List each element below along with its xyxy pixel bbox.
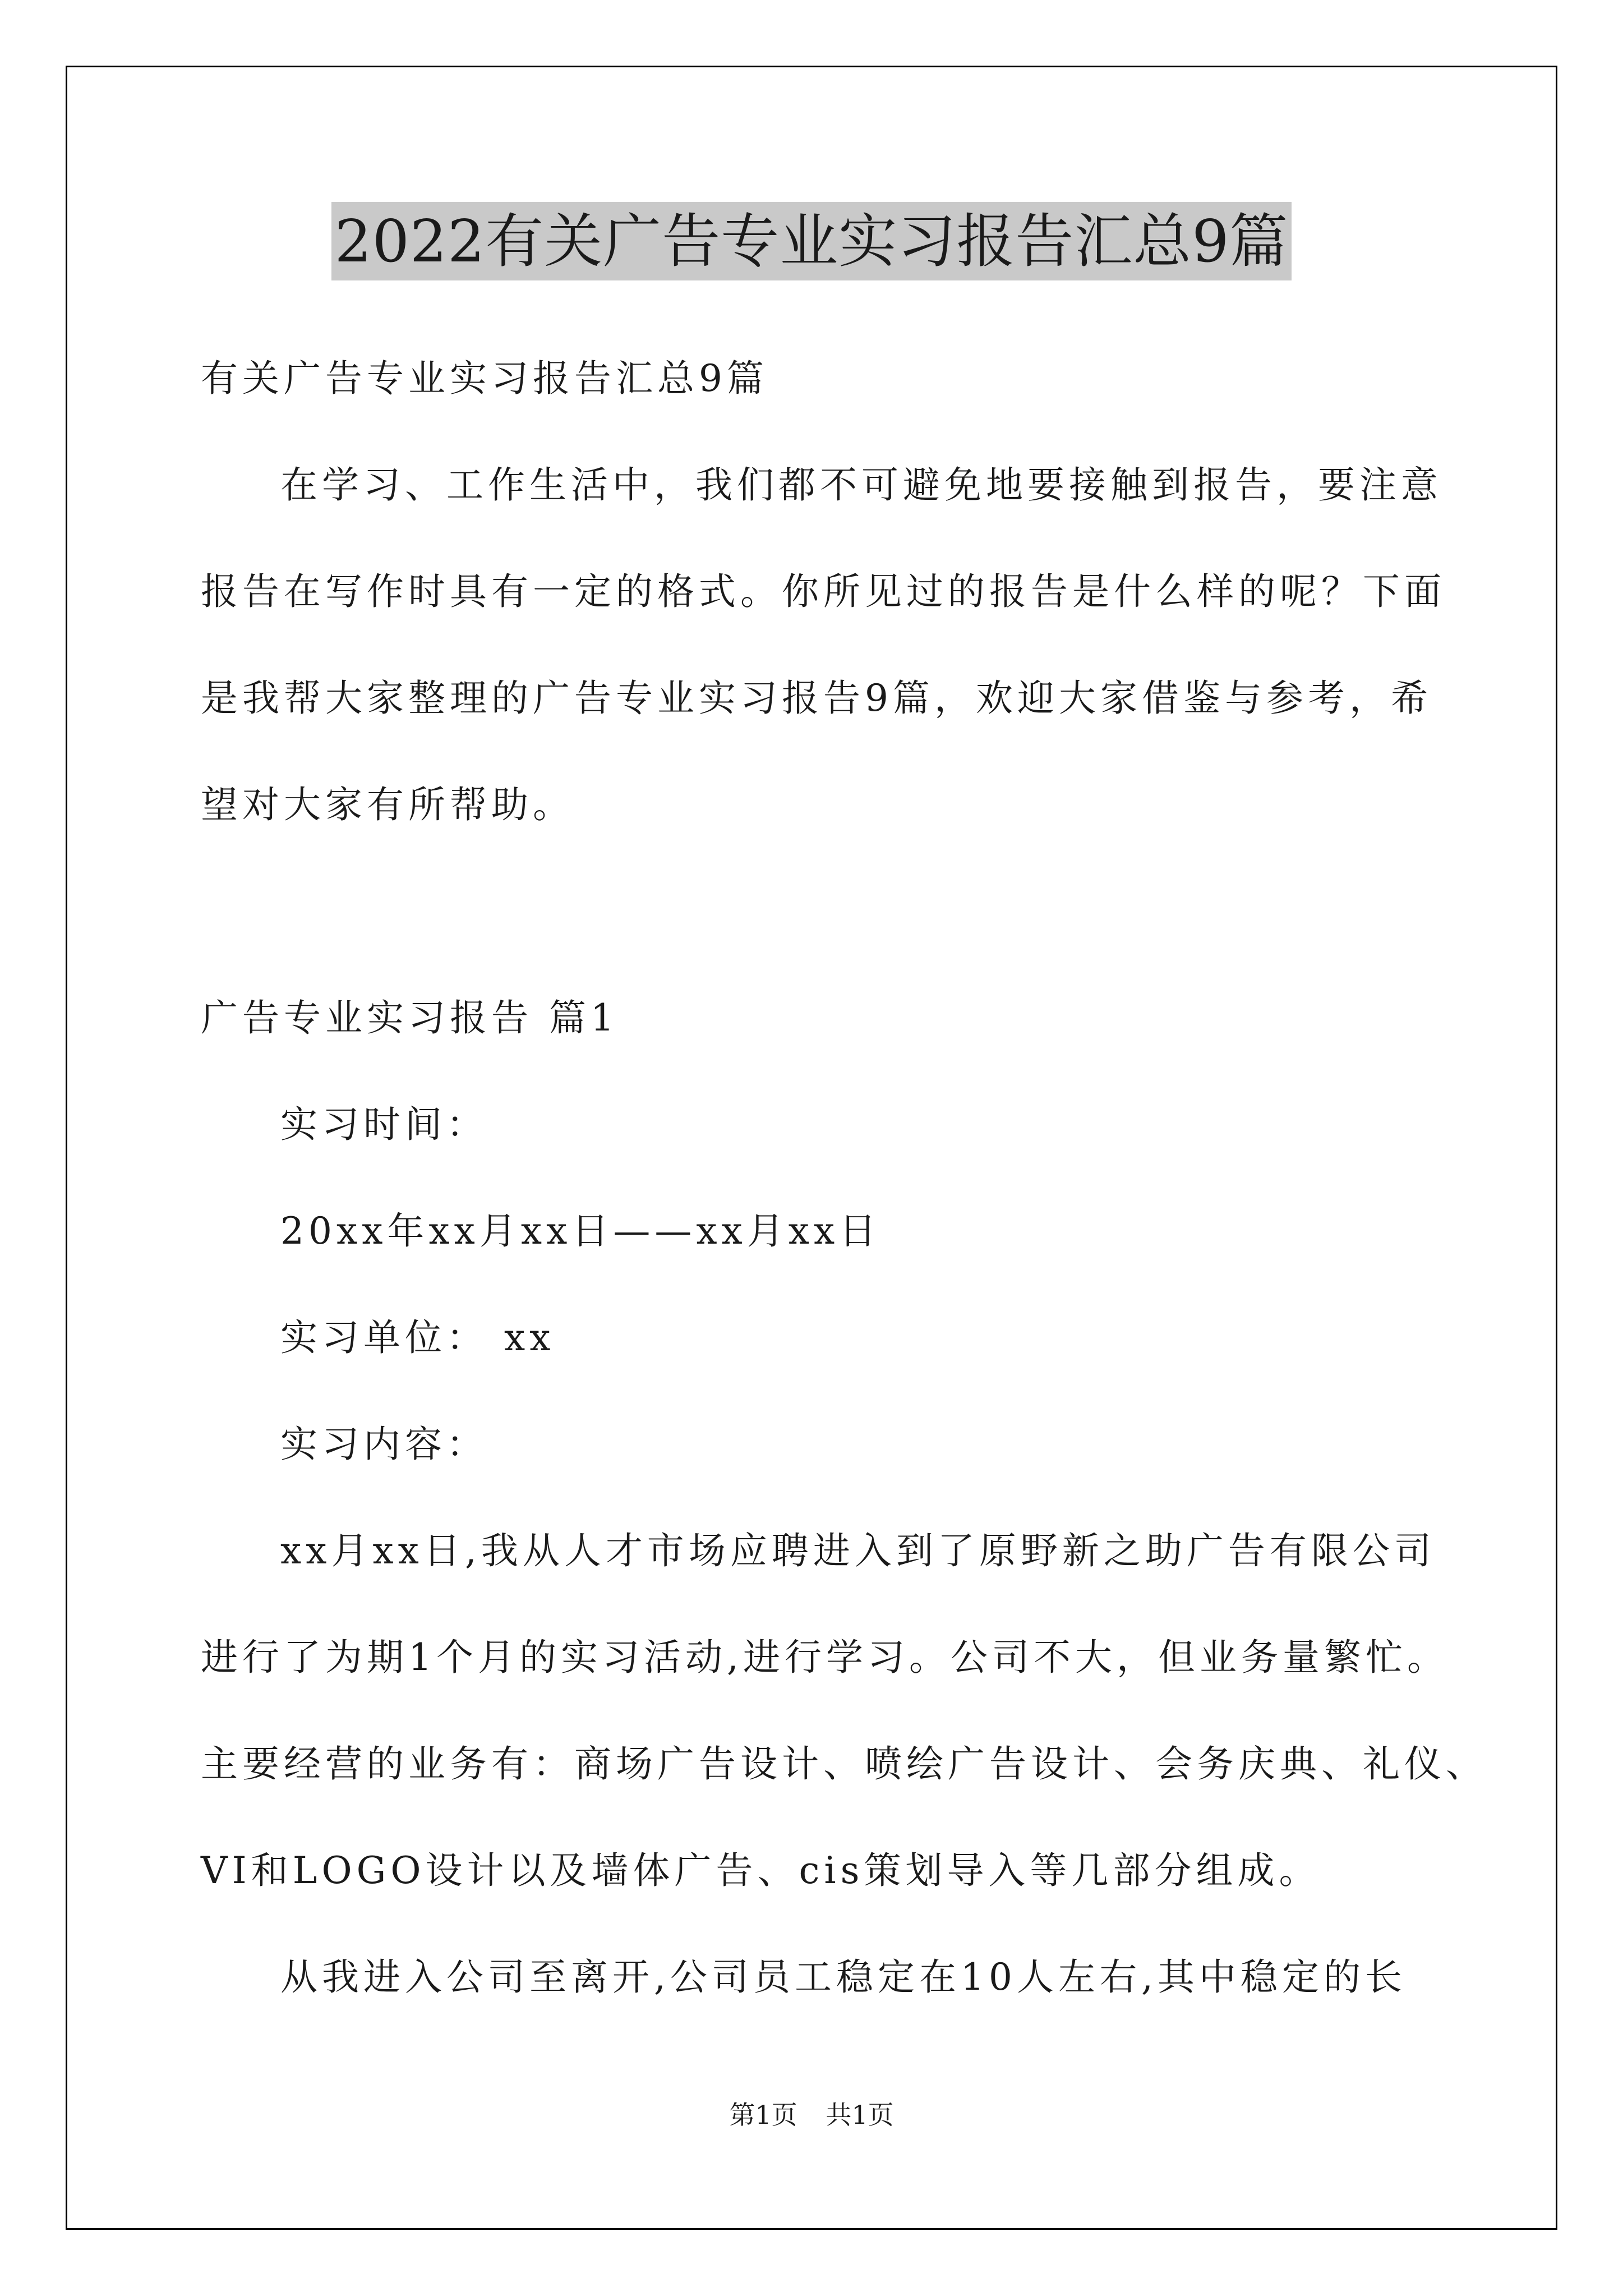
page-number: 第1页 — [729, 2100, 797, 2130]
total-pages: 共1页 — [826, 2100, 894, 2130]
paragraph-line: 实习单位： xx — [280, 1316, 555, 1359]
paragraph-line: 进行了为期1个月的实习活动,进行学习。公司不大，但业务量繁忙。 — [201, 1636, 1449, 1679]
paragraph-line: 望对大家有所帮助。 — [201, 783, 574, 826]
paragraph-line: 在学习、工作生活中，我们都不可避免地要接触到报告，要注意 — [280, 463, 1442, 507]
page-footer — [0, 2098, 1623, 2132]
paragraph-line: 实习内容： — [280, 1423, 488, 1466]
paragraph-line: 报告在写作时具有一定的格式。你所见过的报告是什么样的呢？下面 — [201, 570, 1446, 613]
paragraph-line: 主要经营的业务有：商场广告设计、喷绘广告设计、会务庆典、礼仪、 — [201, 1742, 1487, 1786]
subtitle-line: 有关广告专业实习报告汇总9篇 — [201, 357, 768, 400]
paragraph-line: xx月xx日,我从人才市场应聘进入到了原野新之助广告有限公司 — [280, 1529, 1436, 1572]
paragraph-line: 从我进入公司至离开,公司员工稳定在10人左右,其中稳定的长 — [280, 1955, 1407, 1999]
title-container — [0, 202, 1623, 280]
paragraph-line: 是我帮大家整理的广告专业实习报告9篇，欢迎大家借鉴与参考，希 — [201, 677, 1432, 720]
document-title: 2022有关广告专业实习报告汇总9篇 — [331, 202, 1292, 280]
paragraph-line: VI和LOGO设计以及墙体广告、cis策划导入等几部分组成。 — [201, 1849, 1321, 1892]
section-heading: 广告专业实习报告 篇1 — [201, 996, 619, 1039]
paragraph-line: 20xx年xx月xx日——xx月xx日 — [280, 1209, 881, 1253]
paragraph-line: 实习时间： — [280, 1103, 488, 1146]
